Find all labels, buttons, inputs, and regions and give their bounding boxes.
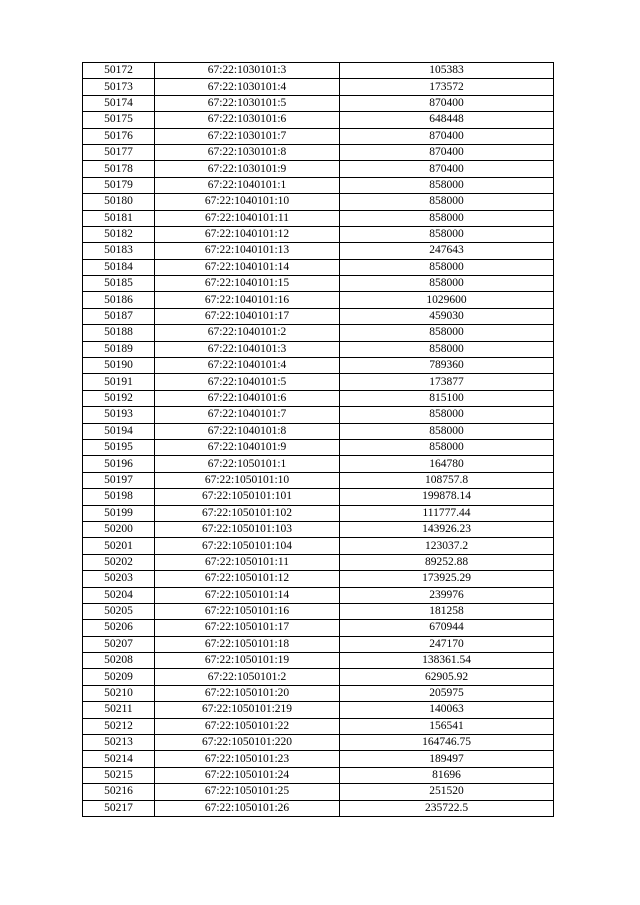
row-number-cell: 50194	[83, 423, 155, 439]
cadastral-number-cell: 67:22:1040101:6	[155, 390, 340, 406]
row-number-cell: 50210	[83, 685, 155, 701]
value-cell: 140063	[340, 702, 554, 718]
row-number-cell: 50204	[83, 587, 155, 603]
row-number-cell: 50200	[83, 521, 155, 537]
table-row	[83, 505, 554, 521]
cadastral-number-cell: 67:22:1050101:20	[155, 685, 340, 701]
value-cell: 181258	[340, 603, 554, 619]
cadastral-number-cell: 67:22:1050101:16	[155, 603, 340, 619]
row-number-cell: 50177	[83, 144, 155, 160]
table-row	[83, 226, 554, 242]
table-body	[83, 63, 554, 817]
value-cell: 1029600	[340, 292, 554, 308]
table-row	[83, 95, 554, 111]
table-row	[83, 669, 554, 685]
cadastral-number-cell: 67:22:1030101:4	[155, 79, 340, 95]
value-cell: 870400	[340, 161, 554, 177]
value-cell: 189497	[340, 751, 554, 767]
value-cell: 858000	[340, 423, 554, 439]
row-number-cell: 50178	[83, 161, 155, 177]
value-cell: 858000	[340, 439, 554, 455]
row-number-cell: 50209	[83, 669, 155, 685]
value-cell: 81696	[340, 767, 554, 783]
cadastral-number-cell: 67:22:1040101:11	[155, 210, 340, 226]
row-number-cell: 50216	[83, 784, 155, 800]
cadastral-number-cell: 67:22:1050101:26	[155, 800, 340, 816]
table-row	[83, 128, 554, 144]
table-row	[83, 210, 554, 226]
table-row	[83, 439, 554, 455]
cadastral-number-cell: 67:22:1050101:101	[155, 489, 340, 505]
value-cell: 858000	[340, 210, 554, 226]
row-number-cell: 50212	[83, 718, 155, 734]
value-cell: 173925.29	[340, 571, 554, 587]
table-row	[83, 702, 554, 718]
table-row	[83, 177, 554, 193]
value-cell: 123037.2	[340, 538, 554, 554]
cadastral-number-cell: 67:22:1030101:6	[155, 112, 340, 128]
row-number-cell: 50199	[83, 505, 155, 521]
table-row	[83, 636, 554, 652]
table-row	[83, 341, 554, 357]
table-row	[83, 259, 554, 275]
cadastral-number-cell: 67:22:1040101:8	[155, 423, 340, 439]
cadastral-number-cell: 67:22:1050101:102	[155, 505, 340, 521]
value-cell: 858000	[340, 407, 554, 423]
row-number-cell: 50191	[83, 374, 155, 390]
table-row	[83, 653, 554, 669]
cadastral-number-cell: 67:22:1050101:219	[155, 702, 340, 718]
row-number-cell: 50183	[83, 243, 155, 259]
value-cell: 870400	[340, 128, 554, 144]
row-number-cell: 50188	[83, 325, 155, 341]
row-number-cell: 50195	[83, 439, 155, 455]
value-cell: 858000	[340, 341, 554, 357]
value-cell: 105383	[340, 63, 554, 79]
row-number-cell: 50189	[83, 341, 155, 357]
row-number-cell: 50215	[83, 767, 155, 783]
row-number-cell: 50201	[83, 538, 155, 554]
cadastral-number-cell: 67:22:1050101:104	[155, 538, 340, 554]
table-row	[83, 554, 554, 570]
table-row	[83, 489, 554, 505]
cadastral-number-cell: 67:22:1050101:24	[155, 767, 340, 783]
row-number-cell: 50213	[83, 735, 155, 751]
value-cell: 858000	[340, 226, 554, 242]
table-row	[83, 587, 554, 603]
table-row	[83, 194, 554, 210]
value-cell: 459030	[340, 308, 554, 324]
row-number-cell: 50173	[83, 79, 155, 95]
row-number-cell: 50206	[83, 620, 155, 636]
cadastral-number-cell: 67:22:1040101:14	[155, 259, 340, 275]
cadastral-number-cell: 67:22:1030101:7	[155, 128, 340, 144]
cadastral-number-cell: 67:22:1050101:1	[155, 456, 340, 472]
cadastral-number-cell: 67:22:1050101:12	[155, 571, 340, 587]
value-cell: 815100	[340, 390, 554, 406]
table-row	[83, 685, 554, 701]
table-row	[83, 112, 554, 128]
row-number-cell: 50185	[83, 276, 155, 292]
row-number-cell: 50211	[83, 702, 155, 718]
value-cell: 858000	[340, 194, 554, 210]
cadastral-number-cell: 67:22:1040101:9	[155, 439, 340, 455]
row-number-cell: 50192	[83, 390, 155, 406]
table-row	[83, 751, 554, 767]
cadastral-number-cell: 67:22:1030101:8	[155, 144, 340, 160]
value-cell: 251520	[340, 784, 554, 800]
row-number-cell: 50202	[83, 554, 155, 570]
table-row	[83, 735, 554, 751]
cadastral-number-cell: 67:22:1040101:10	[155, 194, 340, 210]
table-row	[83, 243, 554, 259]
value-cell: 239976	[340, 587, 554, 603]
value-cell: 870400	[340, 144, 554, 160]
cadastral-number-cell: 67:22:1050101:22	[155, 718, 340, 734]
value-cell: 247643	[340, 243, 554, 259]
cadastral-number-cell: 67:22:1050101:14	[155, 587, 340, 603]
table-row	[83, 292, 554, 308]
value-cell: 138361.54	[340, 653, 554, 669]
row-number-cell: 50214	[83, 751, 155, 767]
value-cell: 235722.5	[340, 800, 554, 816]
table-row	[83, 620, 554, 636]
table-row	[83, 718, 554, 734]
table-row	[83, 161, 554, 177]
table-row	[83, 374, 554, 390]
cadastral-number-cell: 67:22:1050101:23	[155, 751, 340, 767]
cadastral-number-cell: 67:22:1040101:3	[155, 341, 340, 357]
row-number-cell: 50181	[83, 210, 155, 226]
table-row	[83, 144, 554, 160]
table-row	[83, 423, 554, 439]
row-number-cell: 50184	[83, 259, 155, 275]
row-number-cell: 50193	[83, 407, 155, 423]
cadastral-number-cell: 67:22:1040101:5	[155, 374, 340, 390]
row-number-cell: 50187	[83, 308, 155, 324]
row-number-cell: 50198	[83, 489, 155, 505]
value-cell: 870400	[340, 95, 554, 111]
table-row	[83, 79, 554, 95]
row-number-cell: 50186	[83, 292, 155, 308]
row-number-cell: 50180	[83, 194, 155, 210]
cadastral-number-cell: 67:22:1050101:220	[155, 735, 340, 751]
cadastral-number-cell: 67:22:1050101:25	[155, 784, 340, 800]
value-cell: 205975	[340, 685, 554, 701]
value-cell: 108757.8	[340, 472, 554, 488]
row-number-cell: 50182	[83, 226, 155, 242]
row-number-cell: 50217	[83, 800, 155, 816]
table-row	[83, 800, 554, 816]
row-number-cell: 50207	[83, 636, 155, 652]
value-cell: 199878.14	[340, 489, 554, 505]
row-number-cell: 50176	[83, 128, 155, 144]
cadastral-number-cell: 67:22:1040101:7	[155, 407, 340, 423]
cadastral-number-cell: 67:22:1050101:19	[155, 653, 340, 669]
value-cell: 164746.75	[340, 735, 554, 751]
row-number-cell: 50208	[83, 653, 155, 669]
table-row	[83, 325, 554, 341]
table-row	[83, 63, 554, 79]
cadastral-number-cell: 67:22:1040101:2	[155, 325, 340, 341]
cadastral-number-cell: 67:22:1040101:16	[155, 292, 340, 308]
value-cell: 858000	[340, 325, 554, 341]
row-number-cell: 50174	[83, 95, 155, 111]
cadastral-number-cell: 67:22:1050101:11	[155, 554, 340, 570]
row-number-cell: 50203	[83, 571, 155, 587]
table-row	[83, 407, 554, 423]
table-row	[83, 390, 554, 406]
cadastral-number-cell: 67:22:1050101:2	[155, 669, 340, 685]
cadastral-number-cell: 67:22:1040101:4	[155, 358, 340, 374]
value-cell: 670944	[340, 620, 554, 636]
table-row	[83, 472, 554, 488]
table-row	[83, 358, 554, 374]
cadastral-number-cell: 67:22:1040101:13	[155, 243, 340, 259]
row-number-cell: 50175	[83, 112, 155, 128]
cadastral-number-cell: 67:22:1040101:12	[155, 226, 340, 242]
cadastral-number-cell: 67:22:1050101:10	[155, 472, 340, 488]
table-row	[83, 276, 554, 292]
cadastral-number-cell: 67:22:1050101:18	[155, 636, 340, 652]
value-cell: 648448	[340, 112, 554, 128]
value-cell: 89252.88	[340, 554, 554, 570]
row-number-cell: 50196	[83, 456, 155, 472]
value-cell: 143926.23	[340, 521, 554, 537]
cadastral-number-cell: 67:22:1040101:1	[155, 177, 340, 193]
cadastral-number-cell: 67:22:1050101:17	[155, 620, 340, 636]
data-table	[82, 62, 554, 817]
cadastral-number-cell: 67:22:1050101:103	[155, 521, 340, 537]
cadastral-number-cell: 67:22:1030101:5	[155, 95, 340, 111]
value-cell: 156541	[340, 718, 554, 734]
row-number-cell: 50179	[83, 177, 155, 193]
row-number-cell: 50172	[83, 63, 155, 79]
value-cell: 173572	[340, 79, 554, 95]
cadastral-number-cell: 67:22:1030101:9	[155, 161, 340, 177]
row-number-cell: 50190	[83, 358, 155, 374]
value-cell: 858000	[340, 259, 554, 275]
value-cell: 62905.92	[340, 669, 554, 685]
table-row	[83, 456, 554, 472]
table-row	[83, 571, 554, 587]
value-cell: 858000	[340, 177, 554, 193]
value-cell: 247170	[340, 636, 554, 652]
value-cell: 858000	[340, 276, 554, 292]
value-cell: 789360	[340, 358, 554, 374]
cadastral-number-cell: 67:22:1040101:15	[155, 276, 340, 292]
table-row	[83, 308, 554, 324]
table-row	[83, 521, 554, 537]
row-number-cell: 50205	[83, 603, 155, 619]
value-cell: 164780	[340, 456, 554, 472]
value-cell: 111777.44	[340, 505, 554, 521]
cadastral-number-cell: 67:22:1030101:3	[155, 63, 340, 79]
table-row	[83, 767, 554, 783]
cadastral-number-cell: 67:22:1040101:17	[155, 308, 340, 324]
table-row	[83, 538, 554, 554]
table-row	[83, 784, 554, 800]
value-cell: 173877	[340, 374, 554, 390]
table-row	[83, 603, 554, 619]
row-number-cell: 50197	[83, 472, 155, 488]
